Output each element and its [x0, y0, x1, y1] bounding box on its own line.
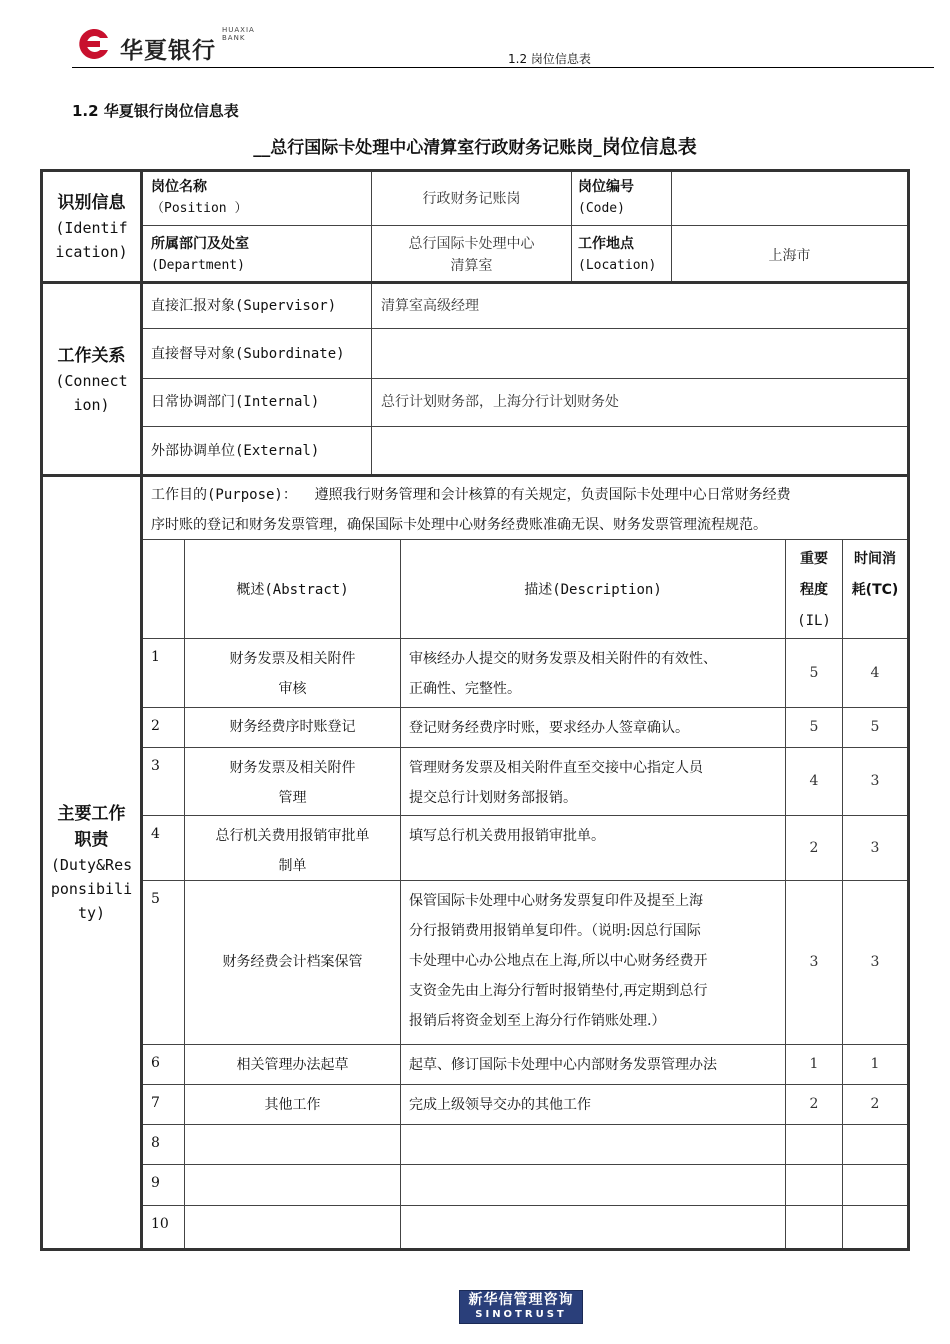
- duty-row-time: 3: [870, 773, 880, 789]
- duty-row-abstract: 其他工作: [264, 1097, 321, 1113]
- duty-row-number: 6: [151, 1055, 160, 1071]
- department-label: 所属部门及处室 (Department): [151, 236, 249, 273]
- column-header-abstract: 概述(Abstract): [236, 582, 349, 598]
- duty-row-description: 管理财务发票及相关附件直至交接中心指定人员 提交总行计划财务部报销。: [409, 760, 703, 806]
- duty-row-abstract: 财务经费会计档案保管: [222, 954, 363, 970]
- connection-group-label: 工作关系 (Connection): [55, 346, 128, 414]
- huaxia-bank-logo: [72, 26, 255, 66]
- duty-row-time: 2: [870, 1096, 880, 1112]
- column-header-description: 描述(Description): [524, 582, 662, 598]
- duty-row-time: 4: [870, 664, 880, 681]
- section-divider: [40, 474, 910, 477]
- document-title: [0, 132, 950, 159]
- duty-row-importance: 2: [809, 839, 819, 856]
- logo-chinese-name: 华夏银行: [120, 38, 216, 64]
- duty-group-label: 主要工作 职责 (Duty&Responsibility): [50, 804, 133, 922]
- duty-row-importance: 4: [809, 773, 819, 789]
- sinotrust-logo: [459, 1290, 583, 1324]
- position-name-label: 岗位名称 （Position ）: [151, 179, 248, 216]
- section-divider: [40, 281, 910, 284]
- duty-row-number: 10: [151, 1216, 169, 1232]
- duty-row-description: 起草、修订国际卡处理中心内部财务发票管理办法: [409, 1057, 717, 1073]
- duty-row-number: 9: [151, 1175, 160, 1191]
- duty-row-abstract: 财务发票及相关附件 管理: [229, 760, 356, 806]
- position-code-label: 岗位编号 (Code): [578, 179, 634, 216]
- huaxia-logo-icon: [72, 26, 114, 62]
- duty-row-number: 8: [151, 1135, 160, 1151]
- sinotrust-cn: 新华信管理咨询: [468, 1292, 574, 1308]
- duty-row-time: 3: [870, 954, 880, 970]
- external-label: 外部协调单位(External): [151, 443, 320, 459]
- internal-value: 总行计划财务部，上海分行计划财务处: [381, 394, 619, 410]
- duty-row-importance: 3: [809, 954, 819, 970]
- duty-row-number: 2: [151, 718, 160, 734]
- supervisor-value: 清算室高级经理: [381, 298, 479, 314]
- duty-row-importance: 5: [809, 719, 819, 735]
- header-divider: [72, 67, 934, 68]
- duty-row-time: 5: [870, 719, 880, 735]
- duty-row-abstract: 财务发票及相关附件 审核: [229, 651, 356, 697]
- position-info-table: [40, 169, 910, 1251]
- duty-row-number: 3: [151, 758, 160, 774]
- group-column-divider: [140, 169, 143, 1251]
- sinotrust-en: SINOTRUST: [475, 1309, 567, 1320]
- identification-group-label: 识别信息 (Identification): [55, 193, 128, 261]
- duty-row-number: 7: [151, 1095, 160, 1111]
- department-value: 总行国际卡处理中心 清算室: [408, 236, 535, 274]
- column-header-importance: 重要 程度 (IL): [797, 551, 831, 629]
- duty-row-number: 5: [151, 891, 160, 907]
- purpose-text: 工作目的(Purpose)： 遵照我行财务管理和会计核算的有关规定，负责国际卡处理中心日常财务经费 序时账的登记和财务发票管理，确保国际卡处理中心财务经费账准确无误、财务发票管理流程规范。: [151, 487, 791, 533]
- column-header-time-consumption: 时间消 耗(TC): [851, 551, 899, 598]
- position-name-value: 行政财务记账岗: [422, 191, 521, 207]
- supervisor-label: 直接汇报对象(Supervisor): [151, 298, 337, 314]
- duty-row-number: 1: [151, 649, 160, 665]
- duty-row-description: 登记财务经费序时账，要求经办人签章确认。: [409, 720, 689, 736]
- duty-row-importance: 5: [809, 664, 819, 681]
- internal-label: 日常协调部门(Internal): [151, 394, 320, 410]
- duty-row-number: 4: [151, 826, 160, 842]
- duty-row-time: 1: [870, 1056, 880, 1072]
- duty-row-description: 完成上级领导交办的其他工作: [409, 1097, 591, 1113]
- location-label: 工作地点 (Location): [578, 236, 657, 273]
- location-value: 上海市: [768, 248, 811, 264]
- document-title-suffix: 岗位信息表: [601, 136, 697, 158]
- header-page-label: 1.2 岗位信息表: [508, 52, 591, 66]
- duty-row-description: 填写总行机关费用报销审批单。: [409, 828, 605, 844]
- duty-row-time: 3: [870, 839, 880, 856]
- logo-english-name: HUAXIA BANK: [222, 26, 255, 42]
- duty-row-importance: 1: [809, 1056, 819, 1072]
- duty-row-importance: 2: [809, 1096, 819, 1112]
- document-title-prefix: __总行国际卡处理中心清算室行政财务记账岗_: [253, 138, 602, 158]
- duty-row-abstract: 相关管理办法起草: [236, 1057, 349, 1073]
- subordinate-label: 直接督导对象(Subordinate): [151, 346, 345, 362]
- duty-row-abstract: 财务经费序时账登记: [229, 719, 356, 735]
- duty-row-description: 保管国际卡处理中心财务发票复印件及提至上海 分行报销费用报销单复印件。（说明:因总行国际 卡处理中心办公地点在上海,所以中心财务经费开 支资金先由上海分行暂时报销垫付,再定期到总行 报销后将资金划至上海分行作销账处理.）: [409, 893, 708, 1029]
- duty-row-description: 审核经办人提交的财务发票及相关附件的有效性、 正确性、完整性。: [409, 651, 717, 697]
- duty-row-abstract: 总行机关费用报销审批单 制单: [215, 828, 370, 874]
- section-title: 1.2 华夏银行岗位信息表: [72, 102, 239, 120]
